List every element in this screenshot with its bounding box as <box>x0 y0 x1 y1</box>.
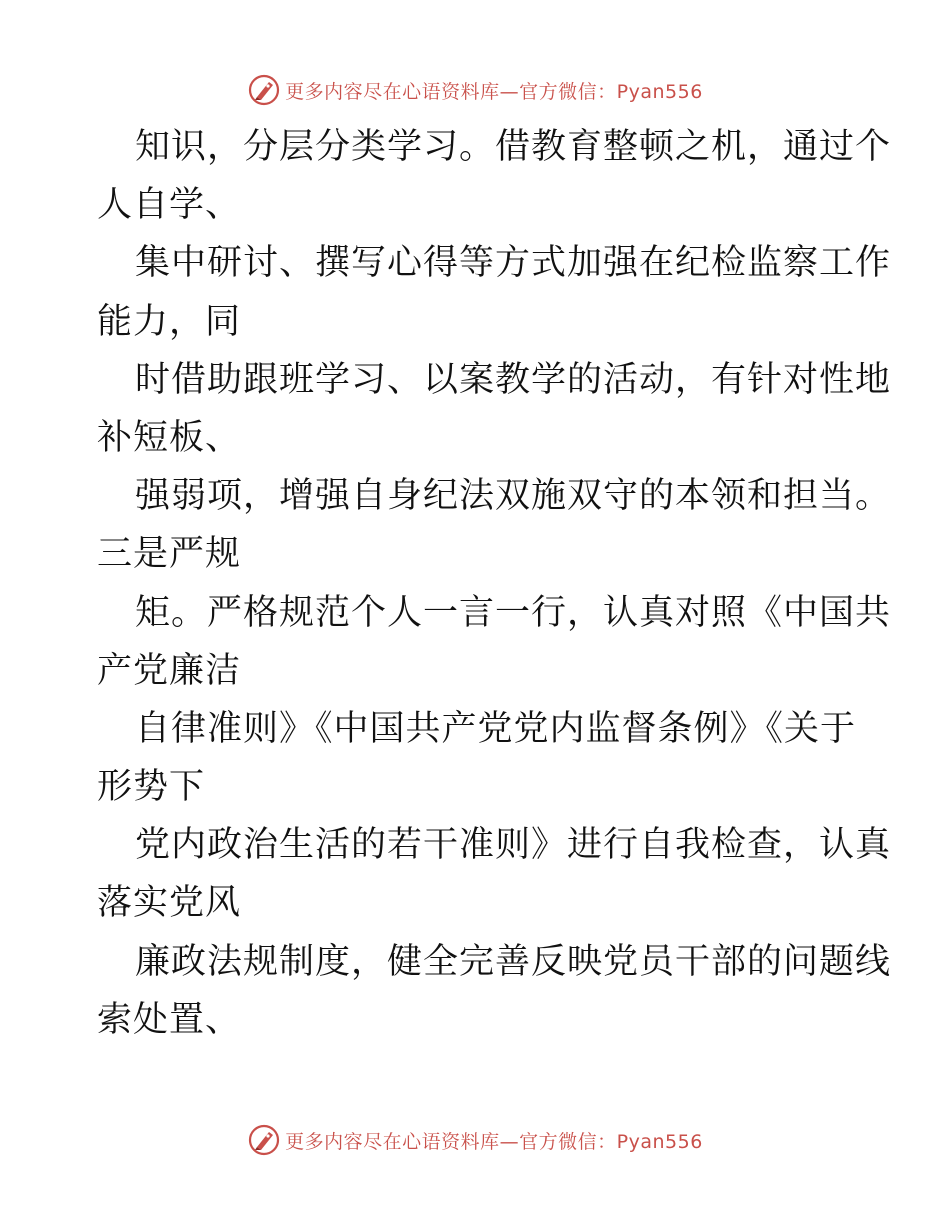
text-line: 形势下 <box>97 767 206 808</box>
text-line: 集中研讨、撰写心得等方式加强在纪检监察工作 <box>135 243 892 284</box>
header-text: 更多内容尽在心语资料库—官方微信：Pyan556 <box>285 80 703 103</box>
document-body <box>97 118 892 1049</box>
text-line: 人自学、 <box>97 185 242 226</box>
text-line: 三是严规 <box>97 534 242 575</box>
footer-banner <box>0 1120 950 1160</box>
text-line: 党内政治生活的若干准则》进行自我检查，认真 <box>135 825 892 866</box>
text-line: 强弱项，增强自身纪法双施双守的本领和担当。 <box>135 476 892 517</box>
text-line: 落实党风 <box>97 883 242 924</box>
text-line: 能力，同 <box>97 301 242 342</box>
text-line: 索处置、 <box>97 999 242 1040</box>
pen-nib-logo-icon <box>247 73 281 107</box>
text-line: 廉政法规制度，健全完善反映党员干部的问题线 <box>135 941 892 982</box>
footer-text: 更多内容尽在心语资料库—官方微信：Pyan556 <box>285 1130 703 1153</box>
text-line: 产党廉洁 <box>97 650 242 691</box>
text-line: 矩。严格规范个人一言一行，认真对照《中国共 <box>135 592 892 633</box>
text-line: 时借助跟班学习、以案教学的活动，有针对性地 <box>135 359 892 400</box>
text-line: 知识，分层分类学习。借教育整顿之机，通过个 <box>135 127 892 167</box>
text-line: 自律准则》《中国共产党党内监督条例》《关于 <box>135 708 857 749</box>
header-banner <box>0 70 950 110</box>
text-line: 补短板、 <box>97 417 242 458</box>
pen-nib-logo-icon <box>247 1123 281 1157</box>
